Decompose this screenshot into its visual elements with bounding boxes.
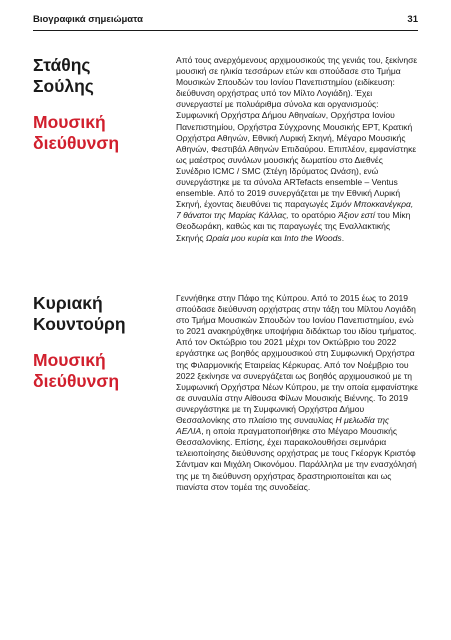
- person-last-name: Κουντούρη: [33, 313, 126, 334]
- bio-text-segment: και: [268, 232, 285, 243]
- entry-heading: [33, 293, 176, 493]
- bio-text: [176, 55, 418, 244]
- person-name: [33, 293, 176, 334]
- header-divider: [33, 30, 418, 31]
- production-title: Άξιον εστί: [338, 210, 375, 221]
- role-line-2: διεύθυνση: [33, 370, 120, 391]
- role-line-1: Μουσική: [33, 112, 106, 132]
- bio-entry-stathis-soulis: [33, 55, 418, 244]
- page-number: 31: [407, 14, 418, 25]
- bio-entry-kyriaki-kountouri: [33, 293, 418, 493]
- person-name: [33, 55, 176, 96]
- person-role: [33, 112, 176, 153]
- person-role: [33, 350, 176, 391]
- production-title: Σιμόν Μποκκανέγκρα, 7 θάνατοι της Μαρίας Κάλλας,: [176, 199, 414, 221]
- entry-heading: [33, 55, 176, 244]
- production-title: Into the Woods: [284, 232, 342, 243]
- bio-text: [176, 293, 418, 493]
- bio-text-segment: .: [341, 232, 345, 243]
- role-line-1: Μουσική: [33, 350, 106, 370]
- page-header: [33, 14, 418, 25]
- person-last-name: Σούλης: [33, 75, 94, 96]
- bio-text-segment: του Μίκη Θεοδωράκη, καθώς και τις παραγωγές της Εναλλακτικής Σκηνής: [176, 210, 411, 243]
- person-first-name: Στάθης: [33, 55, 91, 75]
- production-title: Ωραία μου κυρία: [205, 232, 269, 243]
- bio-text-segment: Από τους ανερχόμενους αρχιμουσικούς της γενιάς του, ξεκίνησε μουσική σε ηλικία τεσσάρων ετών και σπούδασε στο Τμήμα Μουσικών Σπουδών του Ιονίου Πανεπιστημίου (ειδίκευση: διεύθυνση ορχήστρας υπό τον Μίλτο Λογιάδη). Έχει συνεργαστεί με πολυάριθμα σύνολα και οργανισμούς: Συμφωνική Ορχήστρα Δήμου Αθηναίων, Ορχήστρα Ιονίου Πανεπιστημίου, Ορχήστρα Σύγχρονης Μουσικής ΕΡΤ, Κρατική Ορχήστρα Αθηνών, Εθνική Λυρική Σκηνή, Μέγαρο Μουσικής Αθηνών, Φεστιβάλ Αθηνών Επιδαύρου. Επιπλέον, εμφανίστηκε ως μαέστρος συνόλων μουσικής δωματίου στο Διεθνές Συνέδριο ICMC / SMC (Στέγη Ιδρύματος Ωνάση), ενώ συνεργάστηκε με τα σύνολα ARTefacts ensemble – Ventus ensemble. Από το 2019 συνεργάζεται με την Εθνική Λυρική Σκηνή, έχοντας διευθύνει τις παραγωγές: [176, 55, 418, 210]
- bio-text-segment: , η οποία πραγματοποιήθηκε στο Μέγαρο Μουσικής Θεσσαλονίκης. Επίσης, έχει παρακολουθήσει σεμινάρια τελειοποίησης διεύθυνσης ορχήστρας με τους Γκέοργκ Κριστόφ Σάντμαν και Μιχάλη Οικονόμου. Παράλληλα με την ενασχόλησή της με τη διεύθυνση ορχήστρας δραστηριοποιείται και ως πιανίστα στον τομέα της συνοδείας.: [176, 426, 417, 492]
- concert-title: Η μελωδία της ΑΕΛΙΑ: [176, 415, 390, 437]
- person-first-name: Κυριακή: [33, 293, 103, 313]
- section-title: Βιογραφικά σημειώματα: [33, 14, 143, 25]
- bio-text-segment: Γεννήθηκε στην Πάφο της Κύπρου. Από το 2015 έως το 2019 σπούδασε διεύθυνση ορχήστρας στην τάξη του Μίλτου Λογιάδη στο Τμήμα Μουσικών Σπουδών του Ιονίου Πανεπιστημίου, ενώ το 2021 ανακηρύχθηκε υποψήφια διδάκτωρ του ιδίου τμήματος. Από τον Οκτώβριο του 2021 μέχρι τον Οκτώβριο του 2022 εργάστηκε ως βοηθός αρχιμουσικού στη Συμφωνική Ορχήστρα της Φιλαρμονικής Εταιρείας Κέρκυρας. Από τον Νοέμβριο του 2022 ξεκίνησε να συνεργάζεται ως βοηθός αρχιμουσικού με τη Συμφωνική Ορχήστρα Νέων Κύπρου, με την οποία εμφανίστηκε σε συναυλία στην Αίθουσα Φίλων Μουσικής Βιέννης. Το 2019 συνεργάστηκε με τη Συμφωνική Ορχήστρα Δήμου Θεσσαλονίκης στο πλαίσιο της συναυλίας: [176, 293, 419, 426]
- bio-text-segment: το ορατόριο: [288, 210, 339, 221]
- role-line-2: διεύθυνση: [33, 132, 120, 153]
